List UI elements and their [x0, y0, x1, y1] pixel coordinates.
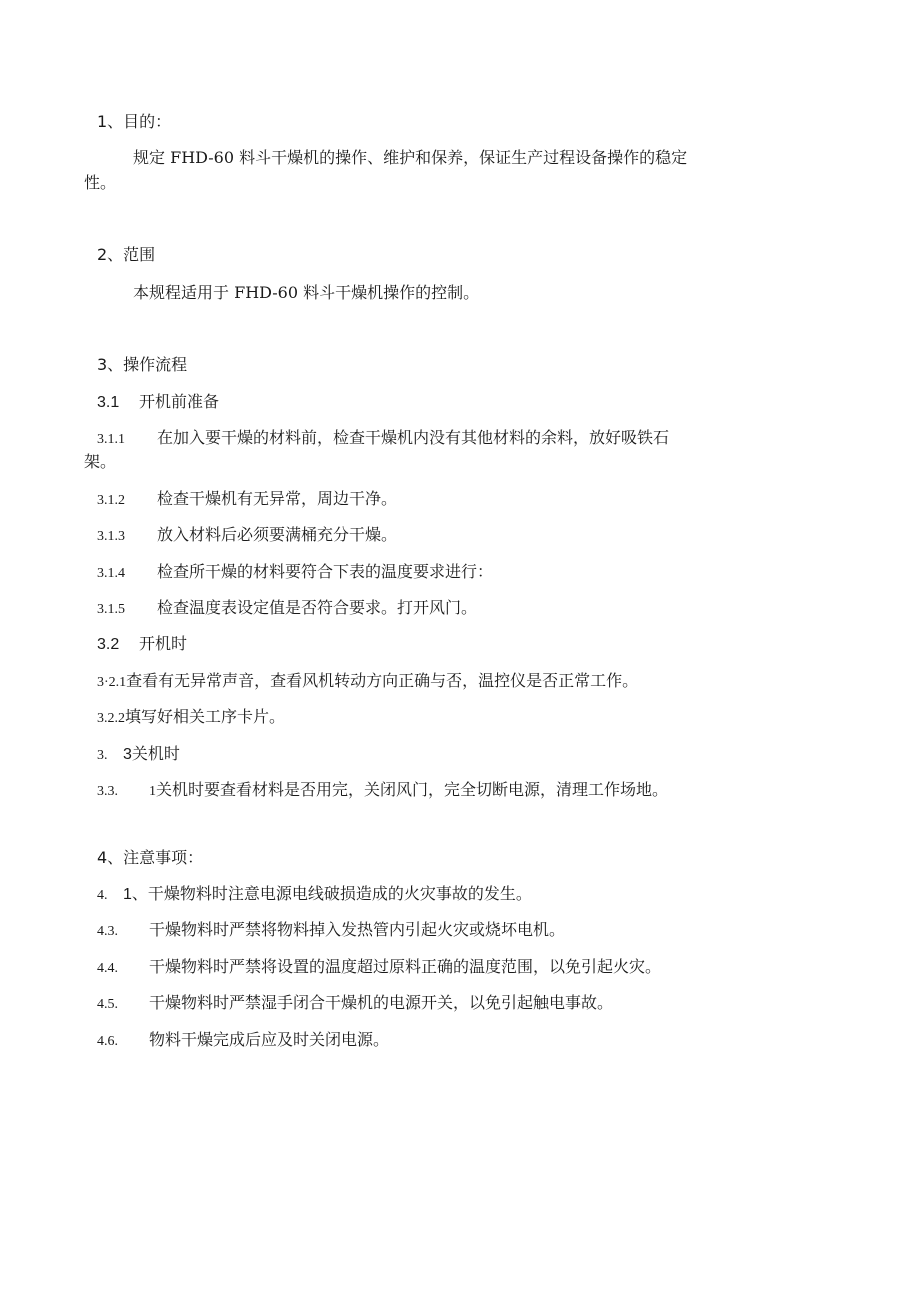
item-text: 检查所干燥的材料要符合下表的温度要求进行：: [157, 562, 494, 581]
subsection-heading-shutdown: [97, 744, 180, 766]
item-number: 4.4.: [97, 961, 118, 976]
subsection-number: 3.2: [97, 636, 120, 653]
list-item: [97, 428, 669, 450]
item-text: 干燥物料时严禁将设置的温度超过原料正确的温度范围，以免引起火灾。: [149, 957, 662, 976]
list-item-continuation: 架。: [84, 452, 117, 471]
list-item: [97, 671, 638, 693]
scope-body: 本规程适用于 FHD-60 料斗干燥机操作的控制。: [133, 283, 480, 302]
list-item: [97, 920, 565, 942]
list-item: [97, 707, 285, 729]
item-text: 查看有无异常声音，查看风机转动方向正确与否，温控仪是否正常工作。: [126, 671, 639, 690]
item-text: 干燥物料时严禁湿手闭合干燥机的电源开关，以免引起触电事故。: [149, 993, 614, 1012]
item-number: 3.1.4: [97, 566, 125, 581]
section-heading-purpose: 1、目的：: [97, 112, 172, 131]
item-text: 在加入要干燥的材料前，检查干燥机内没有其他材料的余料，放好吸铁石: [157, 428, 670, 447]
subsection-title: 开机前准备: [139, 392, 220, 411]
list-item: [97, 957, 661, 979]
item-number: 4.5.: [97, 997, 118, 1012]
list-item: [97, 489, 397, 511]
subsection-number: 3.: [97, 748, 108, 763]
subsection-heading-before-start: [97, 392, 219, 413]
list-item: [97, 525, 397, 547]
subsection-title: 开机时: [139, 634, 188, 653]
list-item: [97, 598, 477, 620]
section-heading-notes: 4、注意事项：: [97, 848, 204, 867]
item-text: 干燥物料时注意电源电线破损造成的火灾事故的发生。: [147, 884, 532, 903]
purpose-body-line1: 规定 FHD-60 料斗干燥机的操作、维护和保养，保证生产过程设备操作的稳定: [133, 148, 688, 167]
item-number: 3.1.1: [97, 432, 125, 447]
section-heading-procedure: 3、操作流程: [97, 355, 188, 374]
item-text: 填写好相关工序卡片。: [125, 707, 286, 726]
subsection-heading-during-run: [97, 634, 187, 655]
item-number: 3.2.2: [97, 711, 125, 726]
item-number: 3.1.2: [97, 493, 125, 508]
item-text: 放入材料后必须要满桶充分干燥。: [157, 525, 398, 544]
section-heading-scope: 2、范围: [97, 245, 156, 264]
list-item: [97, 884, 532, 906]
item-number: 4.6.: [97, 1034, 118, 1049]
item-number: 4.3.: [97, 924, 118, 939]
list-item: [97, 780, 668, 802]
item-text: 检查温度表设定值是否符合要求。打开风门。: [157, 598, 478, 617]
item-number: 3.1.3: [97, 529, 125, 544]
subsection-title: 关机时: [131, 744, 180, 763]
list-item: [97, 993, 613, 1015]
item-number: 4.: [97, 888, 108, 903]
item-number: 3.3.: [97, 784, 118, 799]
item-number: 3·2.1: [97, 675, 127, 690]
subsection-number-b: 3: [123, 746, 132, 763]
list-item: [97, 562, 493, 584]
subsection-number: 3.1: [97, 394, 120, 411]
item-text: 物料干燥完成后应及时关闭电源。: [149, 1030, 390, 1049]
item-text: 关机时要查看材料是否用完，关闭风门，完全切断电源，清理工作场地。: [156, 780, 669, 799]
item-number: 3.1.5: [97, 602, 125, 617]
list-item: [97, 1030, 389, 1052]
item-text: 干燥物料时严禁将物料掉入发热管内引起火灾或烧坏电机。: [149, 920, 566, 939]
item-number-b: 1: [149, 784, 156, 799]
purpose-body-line2: 性。: [84, 173, 117, 192]
item-text: 检查干燥机有无异常，周边干净。: [157, 489, 398, 508]
item-number-b: 1、: [123, 886, 148, 903]
